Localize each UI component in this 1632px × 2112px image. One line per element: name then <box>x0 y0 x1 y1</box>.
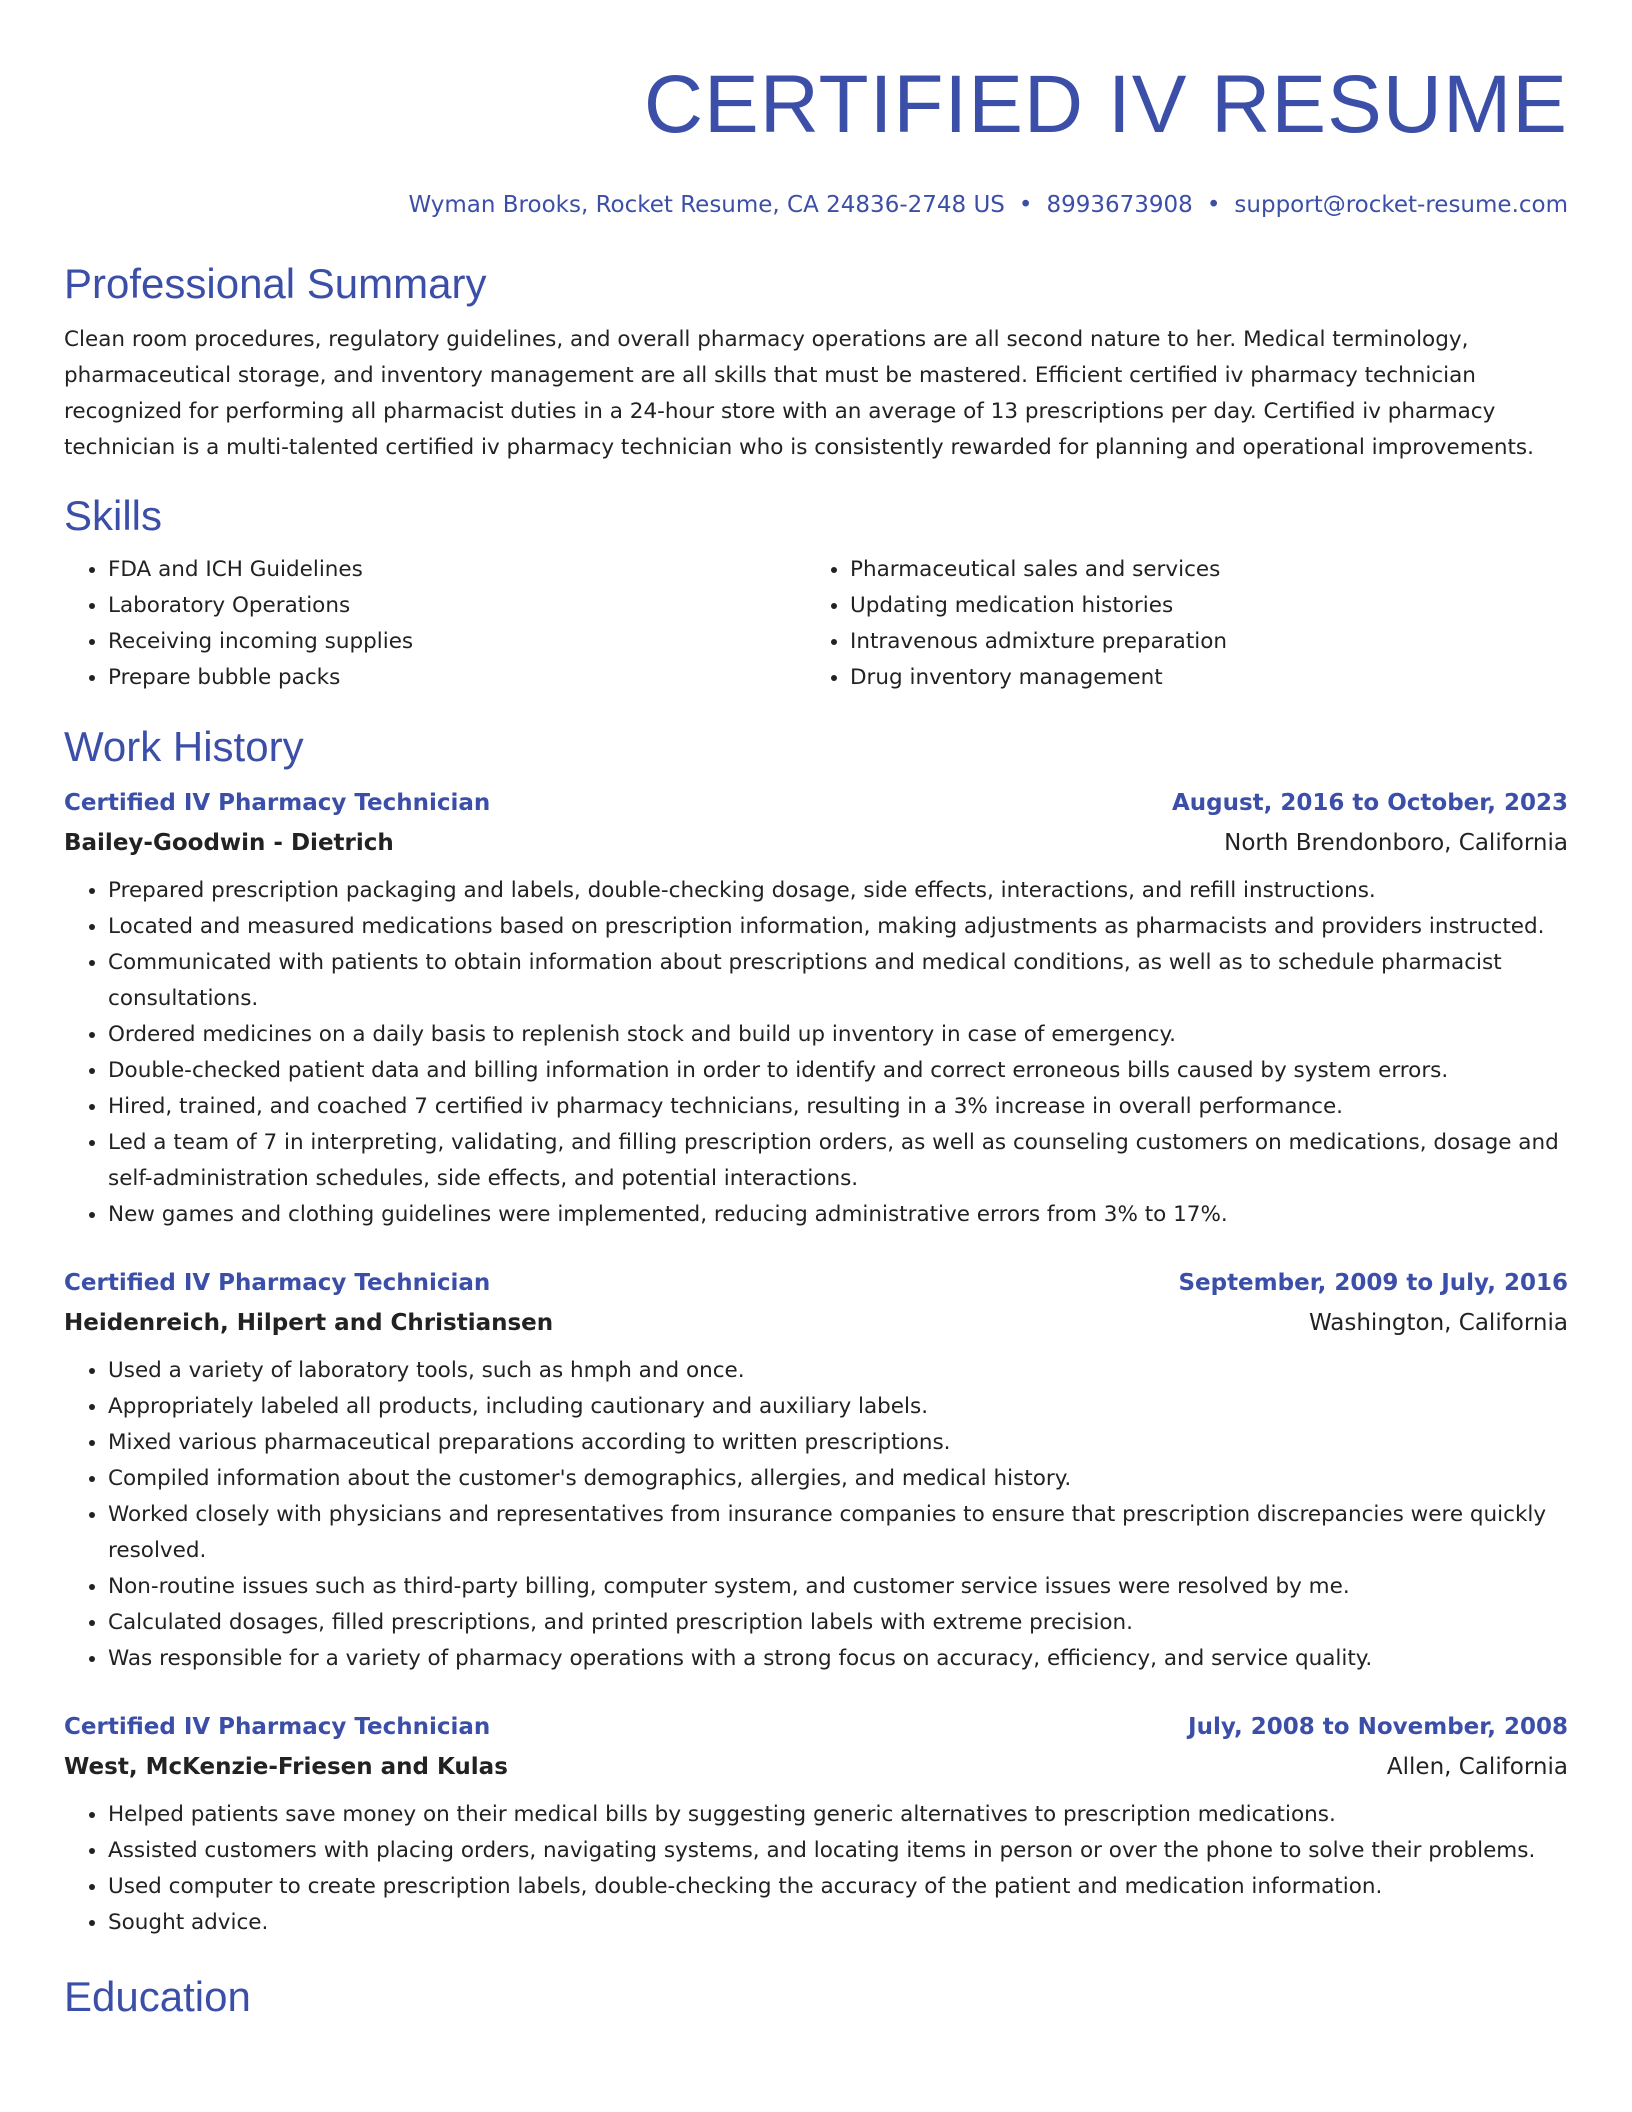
job-bullet: • Located and measured medications based on prescription information, making adjustments as pharmacists and providers instructed. <box>108 909 1568 945</box>
job-bullet: • Worked closely with physicians and representatives from insurance companies to ensure that prescription discrepancies were quickly resolved. <box>108 1497 1568 1569</box>
skill-item: • Drug inventory management <box>850 660 1548 696</box>
job-bullet: • Communicated with patients to obtain information about prescriptions and medical conditions, as well as to schedule pharmacist consultations. <box>108 945 1568 1017</box>
skill-item: • Pharmaceutical sales and services <box>850 552 1548 588</box>
job-bullet: • Calculated dosages, filled prescriptions, and printed prescription labels with extreme precision. <box>108 1605 1568 1641</box>
job-bullet: • Mixed various pharmaceutical preparations according to written prescriptions. <box>108 1425 1568 1461</box>
skill-item: • Intravenous admixture preparation <box>850 624 1548 660</box>
summary-text: Clean room procedures, regulatory guidelines, and overall pharmacy operations are all second nature to her. Medical terminology, pharmaceutical storage, and inventory management are all skills that must be mastered. Efficient certified iv pharmacy technician recognized for performing all pharmacist duties in a 24-hour store with an average of 13 prescriptions per day. Certified iv pharmacy technician is a multi-talented certified iv pharmacy technician who is consistently rewarded for planning and operational improvements. <box>64 327 1534 460</box>
job-bullets <box>64 873 1568 1233</box>
skill-item: • Laboratory Operations <box>108 588 806 624</box>
contact-email[interactable]: support@rocket-resume.com <box>1234 192 1568 218</box>
skill-item: • FDA and ICH Guidelines <box>108 552 806 588</box>
job-header-row <box>64 783 1568 823</box>
job-bullets <box>64 1797 1568 1941</box>
summary-heading: Professional Summary <box>64 260 487 307</box>
contact-address: Wyman Brooks, Rocket Resume, CA 24836-2748 US <box>408 192 1005 218</box>
skills-column-left <box>64 552 806 696</box>
job-company-row <box>64 1747 1568 1787</box>
job-bullet: • Double-checked patient data and billing information in order to identify and correct erroneous bills caused by system errors. <box>108 1053 1568 1089</box>
job-header-row <box>64 1707 1568 1747</box>
job-company-row <box>64 823 1568 863</box>
job-bullet: • Was responsible for a variety of pharmacy operations with a strong focus on accuracy, efficiency, and service quality. <box>108 1641 1568 1677</box>
job-location: Allen, California <box>1386 1754 1568 1780</box>
education-heading: Education <box>64 1973 251 2020</box>
job-bullet: • Appropriately labeled all products, including cautionary and auxiliary labels. <box>108 1389 1568 1425</box>
job-location: Washington, California <box>1309 1310 1568 1336</box>
job-bullet: • Prepared prescription packaging and labels, double-checking dosage, side effects, interactions, and refill instructions. <box>108 873 1568 909</box>
skill-item: • Receiving incoming supplies <box>108 624 806 660</box>
job-bullet: • Used computer to create prescription labels, double-checking the accuracy of the patient and medication information. <box>108 1869 1568 1905</box>
job-bullet: • Hired, trained, and coached 7 certified iv pharmacy technicians, resulting in a 3% increase in overall performance. <box>108 1089 1568 1125</box>
job-bullet: • Used a variety of laboratory tools, such as hmph and once. <box>108 1353 1568 1389</box>
job-header-row <box>64 1263 1568 1303</box>
work-history-heading: Work History <box>64 723 304 770</box>
skill-item: • Prepare bubble packs <box>108 660 806 696</box>
job-entry <box>64 1263 1568 1677</box>
job-bullets <box>64 1353 1568 1677</box>
job-title: Certified IV Pharmacy Technician <box>64 1270 491 1296</box>
job-company: Heidenreich, Hilpert and Christiansen <box>64 1310 554 1336</box>
job-bullet: • Sought advice. <box>108 1905 1568 1941</box>
job-bullet: • Non-routine issues such as third-party billing, computer system, and customer service issues were resolved by me. <box>108 1569 1568 1605</box>
skills-column-right <box>806 552 1548 696</box>
job-company: West, McKenzie-Friesen and Kulas <box>64 1754 508 1780</box>
job-dates: August, 2016 to October, 2023 <box>1171 790 1568 816</box>
contact-line <box>64 190 1568 220</box>
job-entry <box>64 783 1568 1233</box>
job-dates: September, 2009 to July, 2016 <box>1178 1270 1568 1296</box>
job-title: Certified IV Pharmacy Technician <box>64 790 491 816</box>
job-company: Bailey-Goodwin - Dietrich <box>64 830 394 856</box>
resume-header <box>64 57 1568 220</box>
contact-separator: • <box>1018 192 1033 218</box>
job-location: North Brendonboro, California <box>1224 830 1568 856</box>
job-entry <box>64 1707 1568 1941</box>
job-title: Certified IV Pharmacy Technician <box>64 1714 491 1740</box>
skill-item: • Updating medication histories <box>850 588 1548 624</box>
resume-page <box>64 0 1568 2023</box>
document-title: CERTIFIED IV RESUME <box>643 59 1568 150</box>
skills-heading: Skills <box>64 492 163 539</box>
contact-separator: • <box>1206 192 1221 218</box>
job-company-row <box>64 1303 1568 1343</box>
job-bullet: • Led a team of 7 in interpreting, validating, and filling prescription orders, as well as counseling customers on medications, dosage and self-administration schedules, side effects, and potential interactions. <box>108 1125 1568 1197</box>
job-bullet: • Helped patients save money on their medical bills by suggesting generic alternatives to prescription medications. <box>108 1797 1568 1833</box>
job-bullet: • Compiled information about the customer's demographics, allergies, and medical history. <box>108 1461 1568 1497</box>
job-bullet: • Assisted customers with placing orders, navigating systems, and locating items in person or over the phone to solve their problems. <box>108 1833 1568 1869</box>
job-dates: July, 2008 to November, 2008 <box>1188 1714 1568 1740</box>
job-bullet: • Ordered medicines on a daily basis to replenish stock and build up inventory in case of emergency. <box>108 1017 1568 1053</box>
contact-phone[interactable]: 8993673908 <box>1046 192 1193 218</box>
skills-list <box>64 552 1568 696</box>
job-bullet: • New games and clothing guidelines were implemented, reducing administrative errors from 3% to 17%. <box>108 1197 1568 1233</box>
